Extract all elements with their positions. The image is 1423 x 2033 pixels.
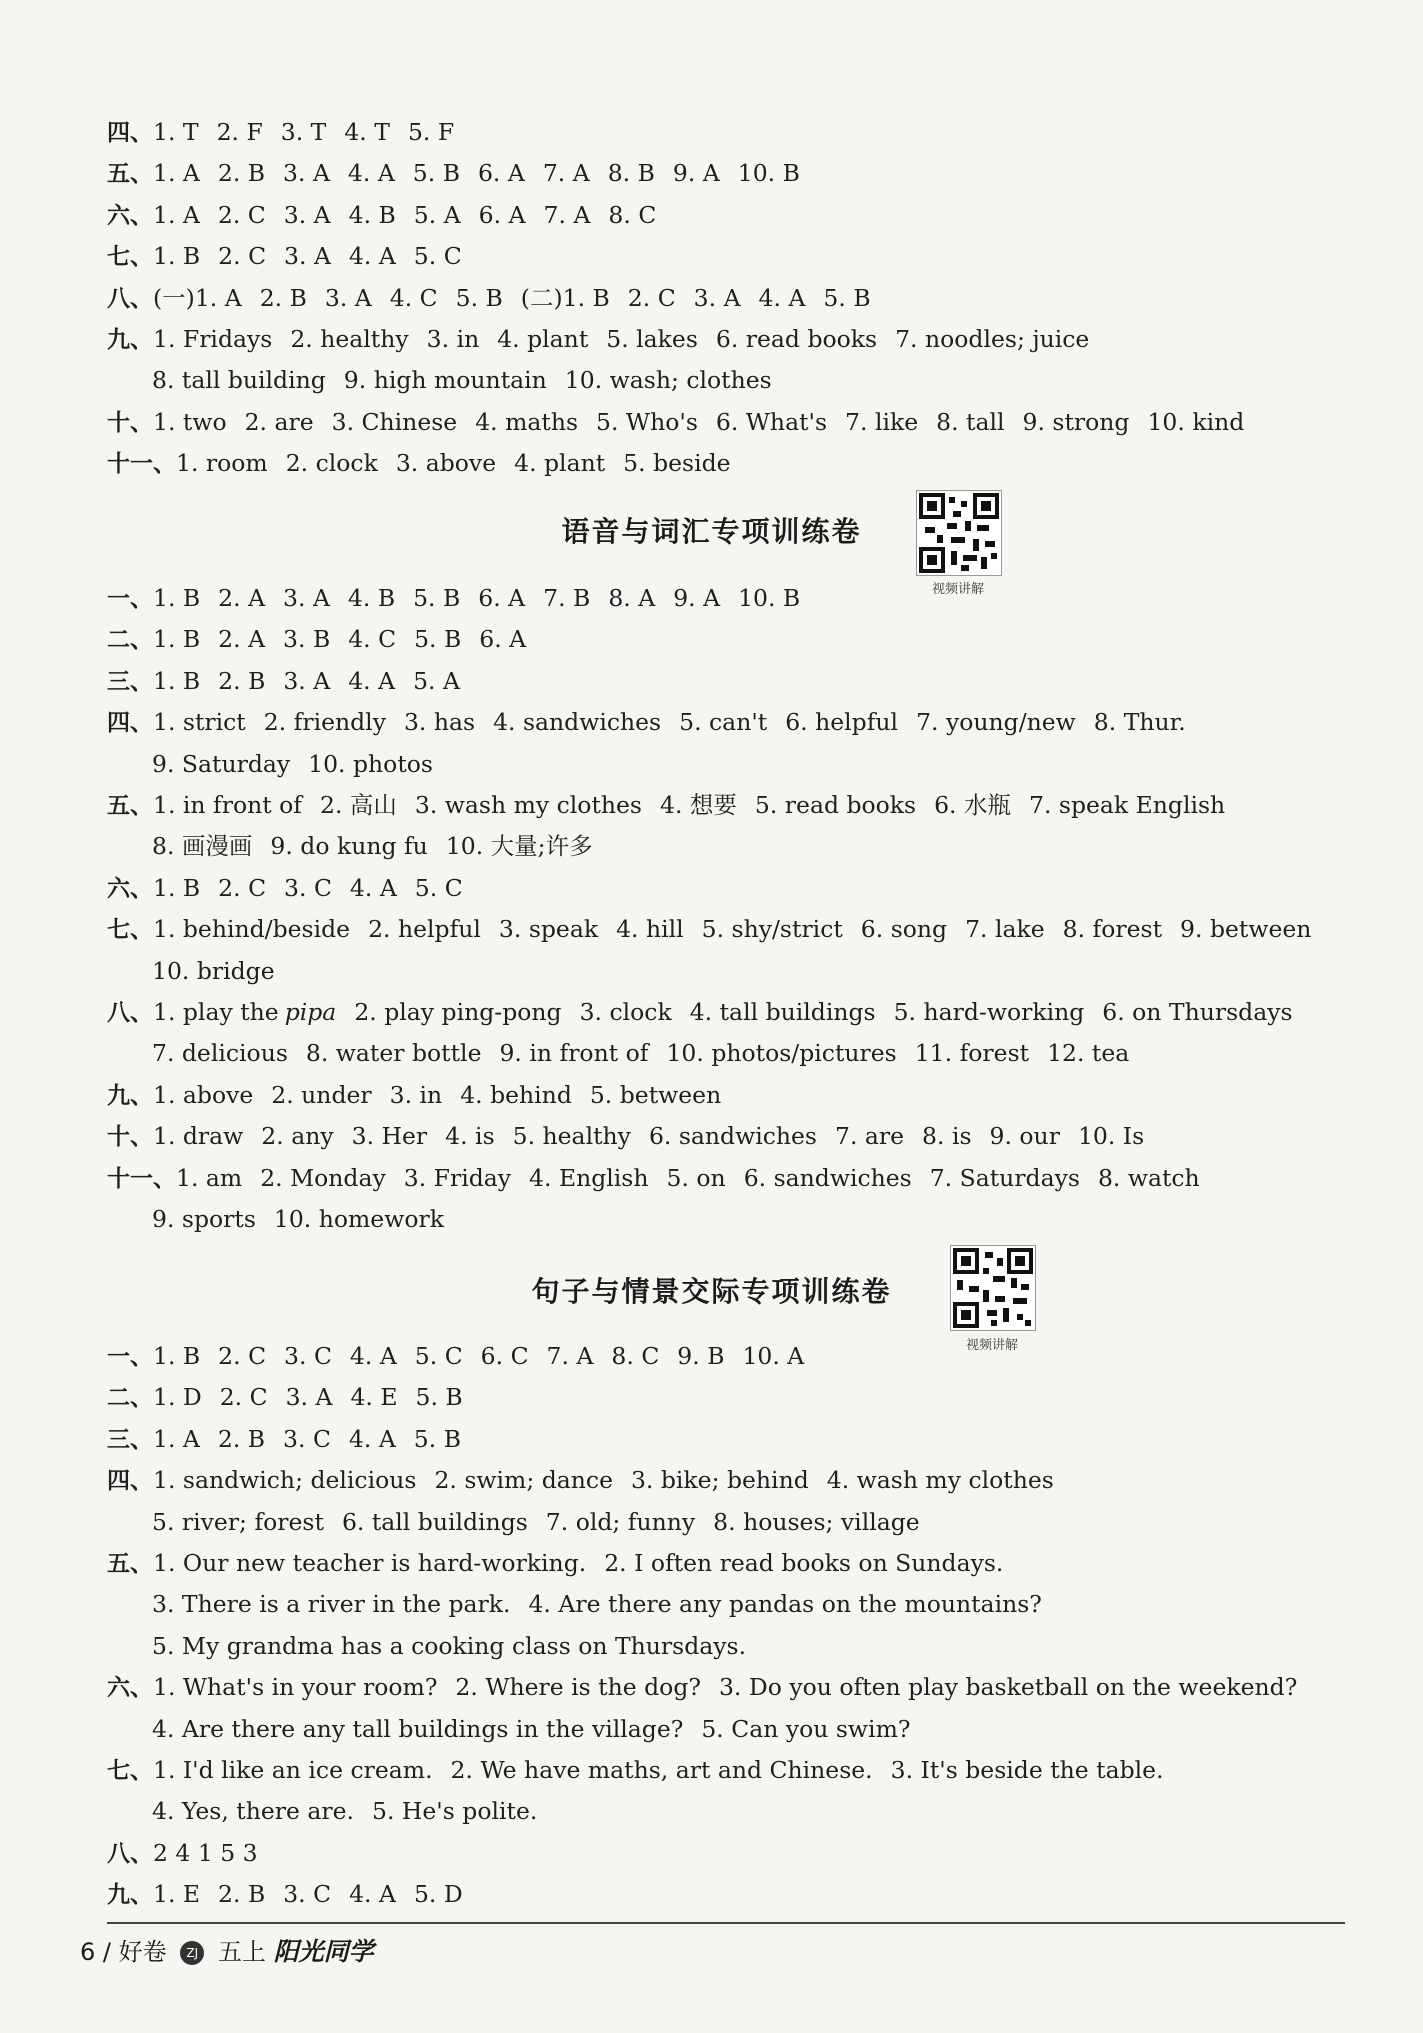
answer-item: 8. C [608, 200, 657, 229]
answer-line [107, 1377, 481, 1417]
answer-item: 2. play ping-pong [354, 998, 562, 1026]
answer-item: 3. A [283, 159, 330, 188]
answer-item: 6. on Thursdays [1102, 998, 1293, 1026]
answer-item: 4. plant [514, 449, 606, 478]
answer-item: 1. A [153, 159, 200, 188]
section-number: 九、 [107, 1882, 153, 1909]
answer-item: 2. B [218, 1880, 266, 1909]
answer-item: 4. hill [616, 915, 684, 944]
section-number: 六、 [107, 202, 153, 229]
answer-line [152, 360, 790, 400]
answer-line [107, 153, 818, 193]
answer-item: 8. A [608, 584, 656, 612]
answer-item: (一)1. A [153, 283, 242, 312]
answer-item: 3. It's beside the table. [890, 1756, 1164, 1784]
answer-item: 5. hard-working [893, 998, 1085, 1026]
answer-line [107, 112, 472, 152]
answer-item: 11. forest [914, 1039, 1030, 1068]
answer-item: 1. draw [153, 1122, 244, 1151]
answer-item: 9. sports [152, 1205, 256, 1233]
answer-item: 2. Where is the dog? [455, 1673, 701, 1702]
section-number: 三、 [107, 1426, 153, 1453]
answer-item: 4. maths [475, 407, 579, 436]
answer-line [107, 1336, 822, 1376]
answer-item: 5. river; forest [152, 1507, 324, 1536]
answer-item: 5. B [412, 159, 460, 188]
answer-item: 4. A [348, 666, 396, 695]
answer-item: 4. sandwiches [493, 708, 662, 737]
answer-item: 3. A [284, 242, 331, 271]
answer-item: 5. B [455, 283, 503, 312]
answer-item: 8. 画漫画 [152, 832, 253, 861]
answer-item: 5. lakes [606, 325, 698, 353]
answer-item: 5. Who's [596, 407, 698, 436]
answer-item: 2. clock [285, 449, 378, 478]
section-number: 十、 [107, 1124, 153, 1151]
answer-item: 4. A [349, 873, 397, 902]
answer-item: 1. behind/beside [153, 915, 351, 944]
answer-line [152, 1033, 1147, 1073]
answer-item: 8. water bottle [305, 1039, 482, 1068]
answer-item: 2 4 1 5 3 [153, 1838, 258, 1867]
answer-item: 4. 想要 [660, 791, 737, 819]
answer-line [107, 1667, 1315, 1707]
answer-item: 5. healthy [512, 1122, 631, 1151]
answer-item: 4. English [529, 1163, 649, 1192]
answer-item: 9. high mountain [343, 366, 547, 395]
answer-line [107, 619, 544, 659]
qr-code-icon[interactable] [916, 490, 1002, 576]
answer-item: 1. strict [153, 708, 246, 737]
answer-item: 2. B [259, 283, 307, 312]
answer-item: 2. B [217, 1424, 266, 1453]
answer-line [152, 1709, 928, 1749]
answer-item: 7. like [845, 407, 919, 436]
section-number: 三、 [107, 668, 153, 695]
answer-line [152, 1791, 555, 1831]
answer-item: 1. Fridays [153, 325, 273, 353]
answer-item: 5. C [414, 1342, 463, 1370]
answer-item: 1. in front of [153, 791, 302, 819]
answer-line [107, 661, 478, 701]
answer-line [107, 1075, 739, 1115]
answer-item: 9. Saturday [152, 749, 291, 778]
answer-item: 9. A [672, 159, 720, 188]
answer-item: 6. C [480, 1342, 529, 1370]
answer-item: 5. read books [754, 791, 917, 819]
answer-item: 4. A [758, 283, 806, 312]
section-number: 五、 [107, 161, 153, 188]
answer-item: 6. A [478, 200, 526, 229]
answer-item: 7. A [543, 200, 591, 229]
answer-item: 2. friendly [263, 708, 386, 737]
answer-item: 6. sandwiches [648, 1122, 817, 1151]
answer-item: 9. our [989, 1122, 1060, 1151]
answer-item: 5. beside [623, 449, 731, 478]
answer-item: 1. Our new teacher is hard-working. [153, 1549, 587, 1577]
answer-line [152, 1199, 462, 1239]
answer-item: 9. in front of [499, 1039, 649, 1068]
section-number: 六、 [107, 875, 153, 902]
section-number: 七、 [107, 917, 153, 944]
answer-item: 7. A [546, 1342, 594, 1370]
answer-item: 8. tall building [152, 366, 326, 395]
section-number: 二、 [107, 1385, 153, 1412]
answer-item: 6. sandwiches [743, 1163, 912, 1192]
answer-item: 10. bridge [152, 956, 275, 985]
answer-item: 1. room [176, 449, 268, 478]
answer-item: 6. song [860, 915, 948, 944]
answer-item: 6. A [478, 584, 526, 612]
answer-line [107, 236, 480, 276]
answer-item: 2. any [261, 1122, 334, 1151]
section-number: 二、 [107, 627, 153, 654]
answer-item: 10. Is [1077, 1122, 1145, 1151]
answer-item: 4. Are there any pandas on the mountains? [528, 1590, 1042, 1619]
answer-item: 5. on [666, 1163, 726, 1192]
section-title-sentences-dialogue: 句子与情景交际专项训练卷 [531, 1275, 892, 1308]
answer-item: 8. houses; village [713, 1507, 920, 1536]
answer-item: 5. He's polite. [372, 1797, 538, 1826]
answer-item: 1. A [153, 1424, 200, 1453]
answer-line [152, 951, 293, 991]
section-number: 九、 [107, 1082, 153, 1109]
answer-item: 6. helpful [785, 708, 899, 737]
answer-item: 2. A [218, 584, 266, 612]
answer-item: 4. Yes, there are. [152, 1797, 354, 1826]
answer-item: 1. B [153, 242, 201, 271]
answer-item: 2. C [218, 873, 267, 902]
answer-line [107, 278, 889, 318]
answer-item: 9. do kung fu [270, 832, 428, 861]
answer-item: 10. A [742, 1342, 805, 1370]
answer-item: 8. C [611, 1342, 660, 1370]
answer-item: 6. tall buildings [341, 1507, 528, 1536]
answer-item: (二)1. B [520, 283, 610, 312]
section-number: 五、 [107, 1551, 153, 1577]
answer-item: 3. Friday [403, 1163, 512, 1192]
answer-item: 7. delicious [152, 1039, 288, 1068]
answer-item: 3. A [693, 283, 741, 312]
qr-caption: 视频讲解 [931, 582, 984, 597]
section-number: 十、 [107, 409, 153, 436]
answer-line [107, 195, 674, 235]
brand-logo: 阳光同学 [273, 1937, 374, 1966]
answer-line [107, 1750, 1182, 1790]
answer-item: 3. C [284, 1342, 332, 1370]
footer-divider [107, 1922, 1345, 1924]
answer-item: 3. A [283, 584, 330, 612]
answer-item: 6. What's [715, 407, 828, 436]
answer-item: 1. B [153, 625, 201, 654]
answer-item: 8. watch [1097, 1163, 1200, 1192]
answer-item: 5. B [413, 1424, 461, 1453]
answer-item: 5. shy/strict [701, 915, 843, 944]
answer-item: 5. D [413, 1880, 463, 1909]
answer-item: 1. B [153, 1342, 201, 1370]
section-number: 一、 [107, 1344, 153, 1370]
answer-item: 2. swim; dance [434, 1466, 613, 1495]
answer-item: 7. young/new [916, 708, 1076, 737]
answer-item: 4. C [389, 283, 438, 312]
answer-item-italic: pipa [284, 998, 337, 1026]
answer-item: 4. A [347, 159, 395, 188]
answer-item: 2. C [627, 283, 676, 312]
answer-item: 5. B [413, 584, 461, 612]
section-number: 一、 [107, 586, 153, 612]
answer-line [107, 909, 1329, 949]
answer-item: 2. helpful [368, 915, 481, 944]
answer-line [152, 1502, 938, 1542]
answer-item: 5. F [407, 118, 455, 146]
answer-item: 5. A [413, 200, 461, 229]
answer-item: 5. A [413, 666, 460, 695]
qr-caption: 视频讲解 [965, 1338, 1018, 1353]
answer-line [107, 1460, 1072, 1500]
answer-item: 4. is [445, 1122, 495, 1151]
answer-item: 4. A [348, 242, 396, 271]
page-footer [80, 1930, 374, 1974]
answer-item: 10. 大量;许多 [445, 832, 593, 861]
answer-item: 2. 高山 [320, 791, 397, 819]
section-number: 七、 [107, 1758, 153, 1784]
answer-line [107, 992, 1311, 1032]
answer-item: 1. play the [153, 998, 279, 1026]
answer-item: 4. C [348, 625, 397, 654]
answer-item: 2. C [217, 200, 266, 229]
answer-line [107, 1116, 1162, 1156]
section-number: 八、 [107, 1840, 153, 1867]
answer-item: 4. A [349, 1342, 397, 1370]
section-number: 八、 [107, 285, 153, 312]
answer-line [107, 1874, 481, 1914]
answer-item: 10. kind [1147, 407, 1245, 436]
answer-line [107, 443, 749, 483]
answer-item: 3. speak [498, 915, 599, 944]
answer-item: 4. A [349, 1880, 396, 1909]
answer-item: 10. B [738, 584, 801, 612]
answer-line [107, 1419, 479, 1459]
answer-item: 3. Chinese [331, 407, 458, 436]
section-title-phonics-vocab: 语音与词汇专项训练卷 [561, 515, 862, 548]
answer-item: 3. T [280, 118, 327, 146]
answer-item: 10. photos [308, 749, 433, 778]
grade-label: 五上 [217, 1938, 266, 1966]
answer-item: 2. A [218, 625, 266, 654]
answer-item: 1. E [153, 1880, 201, 1909]
answer-item: 5. between [589, 1080, 722, 1109]
answer-line [107, 319, 1107, 359]
answer-item: 5. C [414, 873, 463, 902]
section-number: 七、 [107, 244, 153, 271]
answer-line [107, 785, 1243, 825]
answer-item: 2. are [244, 407, 314, 436]
answer-line [152, 744, 451, 784]
answer-item: 9. B [677, 1342, 725, 1370]
answer-item: 2. I often read books on Sundays. [604, 1549, 1004, 1577]
answer-item: 3. Do you often play basketball on the weekend? [718, 1673, 1298, 1702]
answer-line [107, 578, 818, 618]
answer-item: 9. A [673, 584, 721, 612]
answer-item: 1. B [153, 666, 201, 695]
answer-item: 4. E [350, 1383, 398, 1412]
answer-item: 5. My grandma has a cooking class on Thursdays. [152, 1631, 747, 1660]
answer-item: 5. can't [679, 708, 768, 737]
answer-item: 3. above [395, 449, 497, 478]
answer-item: 10. photos/pictures [666, 1039, 897, 1068]
answer-item: 1. B [153, 873, 201, 902]
answer-item: 12. tea [1047, 1039, 1130, 1068]
footer-separator: / [102, 1938, 112, 1966]
answer-item: 2. C [219, 1383, 268, 1412]
answer-line [152, 1626, 764, 1666]
section-number: 五、 [107, 793, 153, 819]
answer-item: 3. clock [579, 998, 672, 1026]
answer-item: 2. B [217, 159, 266, 188]
page-number: 6 [80, 1938, 96, 1966]
answer-line [107, 1833, 276, 1873]
answer-item: 3. A [283, 666, 331, 695]
answer-item: 1. two [153, 407, 227, 436]
answer-item: 3. A [283, 200, 331, 229]
answer-item: 9. between [1180, 915, 1312, 944]
answer-item: 5. B [823, 283, 871, 312]
answer-item: 2. under [271, 1080, 372, 1109]
answer-item: 8. is [922, 1122, 972, 1151]
answer-line [107, 868, 481, 908]
answer-item: 2. C [218, 1342, 267, 1370]
section-number: 六、 [107, 1675, 153, 1702]
answer-item: 3. Her [351, 1122, 428, 1151]
answer-item: 10. homework [273, 1205, 444, 1233]
answer-item: 8. Thur. [1093, 708, 1186, 737]
answer-line [107, 702, 1204, 742]
answer-item: 8. B [607, 159, 655, 188]
answer-item: 2. We have maths, art and Chinese. [450, 1756, 873, 1784]
answer-item: 3. C [284, 873, 332, 902]
answer-item: 4. Are there any tall buildings in the village? [152, 1714, 684, 1743]
answer-item: 7. speak English [1029, 791, 1226, 819]
answer-item: 6. A [477, 159, 525, 188]
book-name: 好卷 [118, 1938, 167, 1966]
section-number: 四、 [107, 1468, 153, 1495]
answer-item: 1. sandwich; delicious [153, 1466, 417, 1495]
answer-item: 4. T [344, 118, 390, 146]
answer-item: 7. A [542, 159, 590, 188]
answer-item: 3. bike; behind [630, 1466, 809, 1495]
answer-item: 1. I'd like an ice cream. [153, 1756, 433, 1784]
answer-item: 2. healthy [290, 325, 409, 353]
answer-item: 1. What's in your room? [153, 1673, 438, 1702]
answer-item: 1. am [176, 1163, 243, 1192]
answer-item: 2. Monday [260, 1163, 386, 1192]
answer-item: 10. B [737, 159, 800, 188]
answer-item: 6. read books [715, 325, 878, 353]
answer-item: 3. There is a river in the park. [152, 1590, 511, 1619]
answer-item: 4. plant [497, 325, 589, 353]
answer-item: 3. in [426, 325, 480, 353]
answer-line [107, 1158, 1218, 1198]
answer-item: 3. B [283, 625, 331, 654]
answer-item: 5. B [415, 1383, 463, 1412]
section-number: 八、 [107, 1000, 153, 1026]
answer-item: 7. Saturdays [929, 1163, 1080, 1192]
section-number: 十一、 [107, 451, 176, 478]
answer-line [107, 402, 1262, 442]
answer-item: 7. noodles; juice [895, 325, 1090, 353]
section-number: 九、 [107, 327, 153, 353]
answer-item: 3. C [283, 1880, 332, 1909]
answer-item: 6. 水瓶 [934, 791, 1012, 819]
answer-item: 3. has [403, 708, 476, 737]
answer-item: 1. D [153, 1383, 202, 1412]
answer-item: 2. C [218, 242, 267, 271]
answer-item: 3. A [324, 283, 372, 312]
answer-line [152, 826, 611, 866]
answer-item: 10. wash; clothes [564, 366, 772, 395]
answer-item: 1. T [153, 118, 199, 146]
answer-item: 4. B [347, 584, 396, 612]
answer-item: 5. B [414, 625, 462, 654]
answer-item: 3. A [285, 1383, 333, 1412]
answer-item: 1. A [153, 200, 200, 229]
answer-item: 4. A [348, 1424, 396, 1453]
answer-item: 9. strong [1022, 407, 1130, 436]
answer-item: 1. B [153, 584, 201, 612]
answer-item: 7. B [543, 584, 591, 612]
answer-item: 2. B [218, 666, 266, 695]
answer-item: 8. forest [1062, 915, 1163, 944]
answer-item: 5. C [413, 242, 462, 271]
qr-code-icon[interactable] [950, 1245, 1036, 1331]
answer-item: 4. wash my clothes [826, 1466, 1054, 1495]
answer-item: 6. A [479, 625, 527, 654]
answer-item: 7. are [835, 1122, 905, 1151]
answer-item: 4. tall buildings [689, 998, 876, 1026]
section-number: 四、 [107, 710, 153, 737]
answer-item: 7. old; funny [545, 1507, 696, 1536]
answer-item: 3. in [389, 1080, 443, 1109]
zj-badge-icon: ZJ [180, 1941, 204, 1965]
answer-item: 8. tall [936, 407, 1005, 436]
answer-item: 4. behind [460, 1080, 572, 1109]
answer-item: 1. above [153, 1080, 254, 1109]
section-number: 四、 [107, 120, 153, 146]
answer-line [152, 1584, 1060, 1624]
answer-item: 3. wash my clothes [414, 791, 642, 819]
answer-item: 2. F [216, 118, 263, 146]
section-number: 十一、 [107, 1165, 176, 1192]
answer-item: 3. C [283, 1424, 331, 1453]
answer-item: 4. B [348, 200, 396, 229]
answer-item: 7. lake [965, 915, 1045, 944]
answer-item: 5. Can you swim? [701, 1714, 911, 1743]
answer-line [107, 1543, 1021, 1583]
